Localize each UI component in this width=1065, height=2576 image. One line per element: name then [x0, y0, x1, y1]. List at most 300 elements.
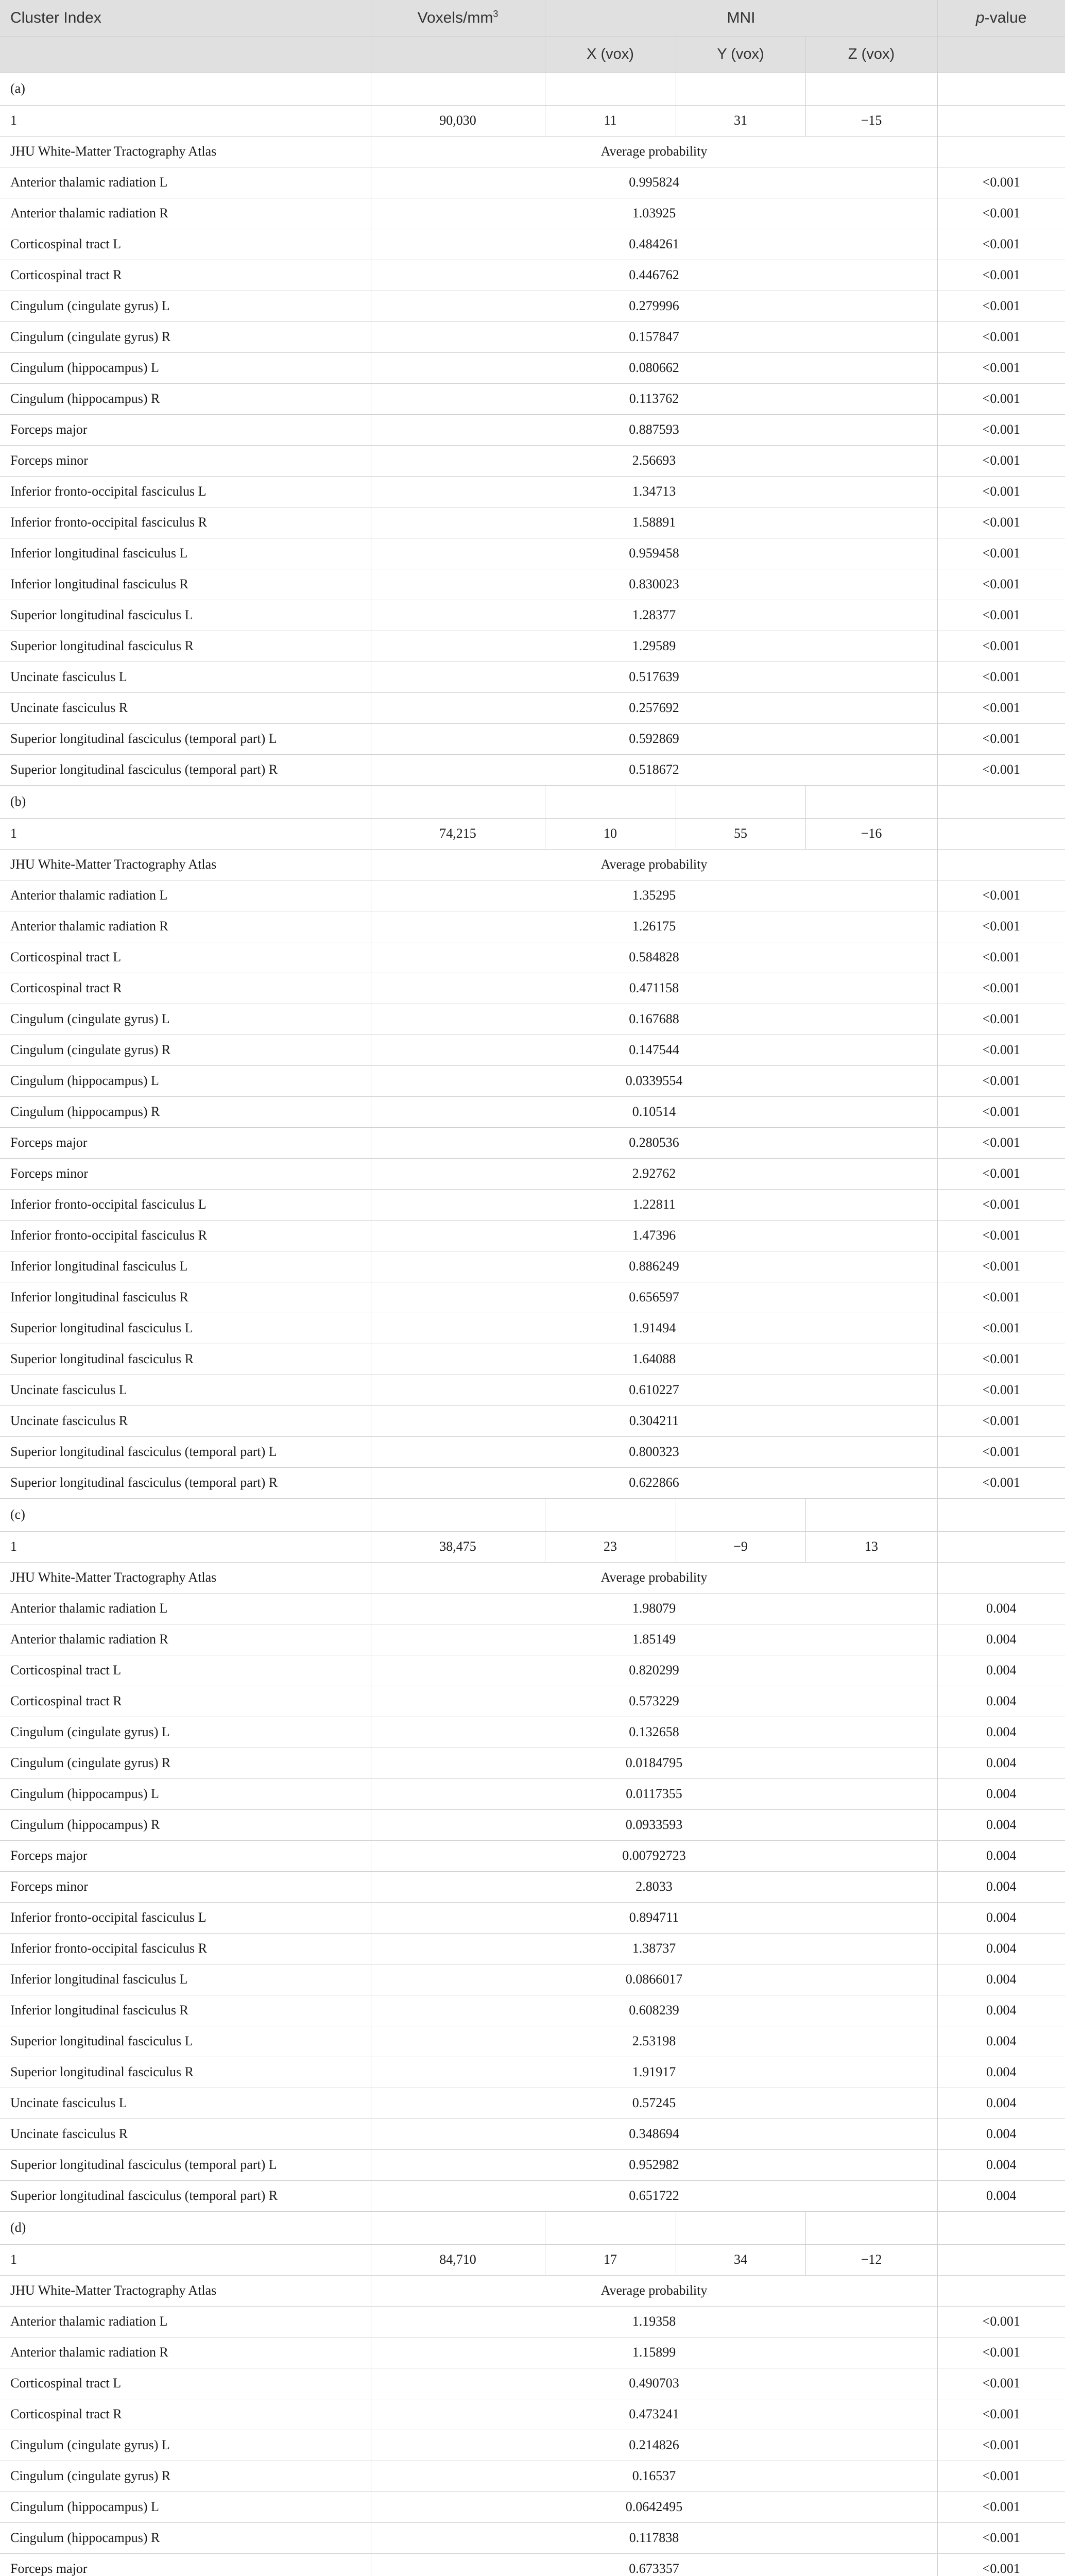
table-row [0, 1344, 1065, 1375]
table-row [0, 229, 1065, 260]
avg-probability: 1.34713 [371, 476, 937, 507]
p-value: <0.001 [937, 2492, 1065, 2522]
section-label: (b) [0, 785, 371, 818]
p-value: <0.001 [937, 1127, 1065, 1158]
p-value: <0.001 [937, 2553, 1065, 2576]
p-value: <0.001 [937, 1467, 1065, 1498]
tract-name: Superior longitudinal fasciculus (temporal part) R [0, 754, 371, 785]
tract-name: Uncinate fasciculus L [0, 1375, 371, 1405]
p-value: <0.001 [937, 291, 1065, 321]
p-value: <0.001 [937, 352, 1065, 383]
table-row [0, 569, 1065, 600]
tract-name: Cingulum (cingulate gyrus) L [0, 291, 371, 321]
tract-name: Corticospinal tract L [0, 229, 371, 260]
cluster-z: −15 [805, 105, 937, 136]
table-row [0, 1717, 1065, 1748]
p-value: <0.001 [937, 1436, 1065, 1467]
table-row [0, 631, 1065, 662]
p-value: <0.001 [937, 911, 1065, 942]
p-value: 0.004 [937, 1995, 1065, 2026]
tract-name: Uncinate fasciculus R [0, 2119, 371, 2149]
tract-name: Inferior fronto-occipital fasciculus R [0, 1220, 371, 1251]
header-p-italic: p [976, 9, 985, 26]
p-value: <0.001 [937, 2337, 1065, 2368]
p-value: <0.001 [937, 2368, 1065, 2399]
table-row [0, 662, 1065, 692]
p-value: <0.001 [937, 2399, 1065, 2430]
tract-name: Cingulum (hippocampus) L [0, 1065, 371, 1096]
avg-probability: 0.473241 [371, 2399, 937, 2430]
avg-probability: 1.47396 [371, 1220, 937, 1251]
cluster-z: 13 [805, 1531, 937, 1562]
atlas-label: JHU White-Matter Tractography Atlas [0, 1562, 371, 1593]
table-row [0, 1313, 1065, 1344]
p-value: <0.001 [937, 1065, 1065, 1096]
p-value: 0.004 [937, 2088, 1065, 2119]
avg-probability: 0.959458 [371, 538, 937, 569]
table-row [0, 2057, 1065, 2088]
table-row [0, 1405, 1065, 1436]
tract-name: Forceps minor [0, 1158, 371, 1189]
p-value: 0.004 [937, 2119, 1065, 2149]
header-voxels [371, 0, 545, 36]
avg-probability: 2.56693 [371, 445, 937, 476]
table-row [0, 260, 1065, 291]
tract-name: Anterior thalamic radiation R [0, 1624, 371, 1655]
p-value: <0.001 [937, 445, 1065, 476]
header-row [0, 0, 1065, 36]
table-row [0, 880, 1065, 911]
cluster-voxels: 84,710 [371, 2244, 545, 2275]
tract-name: Forceps major [0, 1127, 371, 1158]
p-value: <0.001 [937, 538, 1065, 569]
table-row [0, 1436, 1065, 1467]
avg-probability: 0.446762 [371, 260, 937, 291]
p-value: <0.001 [937, 229, 1065, 260]
table-row [0, 1096, 1065, 1127]
p-value: 0.004 [937, 1840, 1065, 1871]
p-value: 0.004 [937, 1593, 1065, 1624]
table-row [0, 1809, 1065, 1840]
section-label: (c) [0, 1498, 371, 1531]
tract-name: Corticospinal tract L [0, 1655, 371, 1686]
cluster-row [0, 105, 1065, 136]
cluster-z: −12 [805, 2244, 937, 2275]
avg-prob-label: Average probability [371, 849, 937, 880]
tract-name: Cingulum (cingulate gyrus) R [0, 1035, 371, 1065]
table-row [0, 1375, 1065, 1405]
table-row [0, 942, 1065, 973]
p-value: <0.001 [937, 476, 1065, 507]
cluster-y: 34 [676, 2244, 805, 2275]
header-subrow [0, 36, 1065, 72]
tract-name: Forceps minor [0, 445, 371, 476]
avg-probability: 1.58891 [371, 507, 937, 538]
p-value: 0.004 [937, 1902, 1065, 1933]
table-row [0, 973, 1065, 1004]
avg-probability: 0.57245 [371, 2088, 937, 2119]
table-row [0, 414, 1065, 445]
p-value: 0.004 [937, 2180, 1065, 2211]
tract-name: Cingulum (cingulate gyrus) R [0, 321, 371, 352]
tract-name: Superior longitudinal fasciculus (temporal part) L [0, 2149, 371, 2180]
table-row [0, 445, 1065, 476]
table-row [0, 2088, 1065, 2119]
table-row [0, 321, 1065, 352]
table-row [0, 2522, 1065, 2553]
p-value: 0.004 [937, 1655, 1065, 1686]
tract-name: Corticospinal tract R [0, 2399, 371, 2430]
tract-name: Uncinate fasciculus R [0, 1405, 371, 1436]
avg-probability: 1.03925 [371, 198, 937, 229]
header-p-value [937, 0, 1065, 36]
table-row [0, 2337, 1065, 2368]
table-row [0, 1220, 1065, 1251]
table-row [0, 1778, 1065, 1809]
tract-name: Superior longitudinal fasciculus (temporal part) L [0, 723, 371, 754]
cluster-y: 55 [676, 818, 805, 849]
atlas-row [0, 1562, 1065, 1593]
avg-probability: 1.64088 [371, 1344, 937, 1375]
table-row [0, 1624, 1065, 1655]
cluster-row [0, 1531, 1065, 1562]
avg-probability: 0.886249 [371, 1251, 937, 1282]
p-value: <0.001 [937, 2306, 1065, 2337]
atlas-label: JHU White-Matter Tractography Atlas [0, 2275, 371, 2306]
p-value: 0.004 [937, 1624, 1065, 1655]
header-blank-3 [937, 36, 1065, 72]
header-voxels-text: Voxels/mm [417, 9, 493, 27]
tract-name: Uncinate fasciculus R [0, 692, 371, 723]
table-row [0, 1686, 1065, 1717]
tract-name: Inferior longitudinal fasciculus L [0, 538, 371, 569]
tract-name: Superior longitudinal fasciculus R [0, 2057, 371, 2088]
avg-probability: 0.157847 [371, 321, 937, 352]
table-row [0, 1871, 1065, 1902]
table-row [0, 2430, 1065, 2461]
table-row [0, 1593, 1065, 1624]
avg-probability: 0.0184795 [371, 1748, 937, 1778]
avg-probability: 0.0933593 [371, 1809, 937, 1840]
avg-probability: 1.29589 [371, 631, 937, 662]
avg-probability: 1.15899 [371, 2337, 937, 2368]
tract-name: Inferior fronto-occipital fasciculus L [0, 1902, 371, 1933]
table-row [0, 2368, 1065, 2399]
avg-probability: 0.610227 [371, 1375, 937, 1405]
avg-probability: 1.91494 [371, 1313, 937, 1344]
tract-name: Inferior longitudinal fasciculus R [0, 1995, 371, 2026]
table-row [0, 167, 1065, 198]
avg-probability: 0.117838 [371, 2522, 937, 2553]
tract-name: Corticospinal tract L [0, 2368, 371, 2399]
avg-probability: 0.518672 [371, 754, 937, 785]
header-blank-2 [371, 36, 545, 72]
avg-probability: 0.257692 [371, 692, 937, 723]
p-value: 0.004 [937, 1964, 1065, 1995]
avg-prob-label: Average probability [371, 2275, 937, 2306]
cluster-x: 10 [545, 818, 676, 849]
p-value: 0.004 [937, 1717, 1065, 1748]
cluster-x: 11 [545, 105, 676, 136]
tract-name: Forceps minor [0, 1871, 371, 1902]
cluster-voxels: 90,030 [371, 105, 545, 136]
p-value: <0.001 [937, 1189, 1065, 1220]
tract-name: Cingulum (cingulate gyrus) L [0, 1004, 371, 1035]
cluster-voxels: 38,475 [371, 1531, 545, 1562]
avg-probability: 0.484261 [371, 229, 937, 260]
tract-name: Uncinate fasciculus L [0, 2088, 371, 2119]
avg-probability: 0.214826 [371, 2430, 937, 2461]
tract-name: Superior longitudinal fasciculus R [0, 1344, 371, 1375]
avg-probability: 0.952982 [371, 2149, 937, 2180]
p-value: 0.004 [937, 1778, 1065, 1809]
table-row [0, 2306, 1065, 2337]
avg-probability: 0.304211 [371, 1405, 937, 1436]
avg-probability: 0.995824 [371, 167, 937, 198]
avg-probability: 1.91917 [371, 2057, 937, 2088]
avg-probability: 0.10514 [371, 1096, 937, 1127]
cluster-x: 17 [545, 2244, 676, 2275]
avg-probability: 1.26175 [371, 911, 937, 942]
table-row [0, 383, 1065, 414]
p-value: 0.004 [937, 2026, 1065, 2057]
header-p-rest: -value [984, 9, 1027, 26]
tract-name: Corticospinal tract R [0, 973, 371, 1004]
cluster-index: 1 [0, 1531, 371, 1562]
tract-name: Inferior fronto-occipital fasciculus R [0, 1933, 371, 1964]
tract-name: Inferior fronto-occipital fasciculus L [0, 476, 371, 507]
avg-probability: 1.22811 [371, 1189, 937, 1220]
table-row [0, 2492, 1065, 2522]
tract-name: Inferior longitudinal fasciculus L [0, 1251, 371, 1282]
tract-name: Anterior thalamic radiation L [0, 2306, 371, 2337]
avg-probability: 2.8033 [371, 1871, 937, 1902]
section-label: (a) [0, 72, 371, 105]
avg-probability: 0.800323 [371, 1436, 937, 1467]
p-value: <0.001 [937, 692, 1065, 723]
p-value: <0.001 [937, 2461, 1065, 2492]
avg-probability: 0.279996 [371, 291, 937, 321]
table-row [0, 754, 1065, 785]
p-value: <0.001 [937, 414, 1065, 445]
cluster-x: 23 [545, 1531, 676, 1562]
tract-name: Cingulum (hippocampus) L [0, 1778, 371, 1809]
table-row [0, 1933, 1065, 1964]
p-value: <0.001 [937, 569, 1065, 600]
tract-name: Cingulum (cingulate gyrus) L [0, 1717, 371, 1748]
table-row [0, 1748, 1065, 1778]
tract-name: Inferior longitudinal fasciculus R [0, 569, 371, 600]
avg-probability: 0.348694 [371, 2119, 937, 2149]
avg-probability: 0.080662 [371, 352, 937, 383]
avg-probability: 0.00792723 [371, 1840, 937, 1871]
header-z: Z (vox) [805, 36, 937, 72]
cluster-row [0, 2244, 1065, 2275]
cluster-y: 31 [676, 105, 805, 136]
p-value: <0.001 [937, 754, 1065, 785]
avg-probability: 0.673357 [371, 2553, 937, 2576]
cluster-index: 1 [0, 818, 371, 849]
tract-name: Cingulum (cingulate gyrus) R [0, 1748, 371, 1778]
avg-probability: 0.517639 [371, 662, 937, 692]
header-cluster-index: Cluster Index [0, 0, 371, 36]
avg-probability: 0.622866 [371, 1467, 937, 1498]
avg-probability: 0.113762 [371, 383, 937, 414]
p-value: <0.001 [937, 631, 1065, 662]
p-value: <0.001 [937, 1313, 1065, 1344]
avg-probability: 0.132658 [371, 1717, 937, 1748]
tract-name: Inferior longitudinal fasciculus L [0, 1964, 371, 1995]
p-value: <0.001 [937, 942, 1065, 973]
p-value: 0.004 [937, 1871, 1065, 1902]
atlas-label: JHU White-Matter Tractography Atlas [0, 136, 371, 167]
p-value: <0.001 [937, 507, 1065, 538]
p-value: <0.001 [937, 1405, 1065, 1436]
avg-probability: 1.28377 [371, 600, 937, 631]
tract-name: Inferior fronto-occipital fasciculus R [0, 507, 371, 538]
p-value: <0.001 [937, 167, 1065, 198]
table-row [0, 2180, 1065, 2211]
avg-probability: 0.0117355 [371, 1778, 937, 1809]
table-row [0, 476, 1065, 507]
tract-name: Superior longitudinal fasciculus L [0, 1313, 371, 1344]
header-y: Y (vox) [676, 36, 805, 72]
table-row [0, 1035, 1065, 1065]
table-row [0, 692, 1065, 723]
cluster-row [0, 818, 1065, 849]
section-label-row [0, 72, 1065, 105]
p-value: <0.001 [937, 1158, 1065, 1189]
tract-name: Cingulum (hippocampus) R [0, 1809, 371, 1840]
avg-probability: 1.35295 [371, 880, 937, 911]
p-value: 0.004 [937, 2057, 1065, 2088]
avg-probability: 0.16537 [371, 2461, 937, 2492]
tract-name: Corticospinal tract R [0, 1686, 371, 1717]
p-value: <0.001 [937, 1282, 1065, 1313]
table-row [0, 2461, 1065, 2492]
tract-name: Superior longitudinal fasciculus L [0, 600, 371, 631]
avg-probability: 0.894711 [371, 1902, 937, 1933]
avg-probability: 1.19358 [371, 2306, 937, 2337]
table-row [0, 2119, 1065, 2149]
p-value: 0.004 [937, 1809, 1065, 1840]
avg-probability: 0.584828 [371, 942, 937, 973]
table-row [0, 2149, 1065, 2180]
atlas-row [0, 136, 1065, 167]
table-row [0, 538, 1065, 569]
table-row [0, 198, 1065, 229]
section-label: (d) [0, 2211, 371, 2244]
table-row [0, 507, 1065, 538]
p-value: <0.001 [937, 321, 1065, 352]
table-row [0, 911, 1065, 942]
tract-name: Superior longitudinal fasciculus R [0, 631, 371, 662]
tract-name: Superior longitudinal fasciculus (temporal part) L [0, 1436, 371, 1467]
avg-probability: 0.147544 [371, 1035, 937, 1065]
cluster-y: −9 [676, 1531, 805, 1562]
avg-probability: 1.98079 [371, 1593, 937, 1624]
avg-probability: 0.608239 [371, 1995, 937, 2026]
tract-name: Forceps major [0, 1840, 371, 1871]
tract-name: Forceps major [0, 2553, 371, 2576]
avg-probability: 0.490703 [371, 2368, 937, 2399]
table-row [0, 1902, 1065, 1933]
table-row [0, 1840, 1065, 1871]
avg-probability: 2.53198 [371, 2026, 937, 2057]
atlas-row [0, 2275, 1065, 2306]
p-value: <0.001 [937, 723, 1065, 754]
table-row [0, 723, 1065, 754]
p-value: <0.001 [937, 1220, 1065, 1251]
tract-name: Anterior thalamic radiation R [0, 198, 371, 229]
tract-name: Anterior thalamic radiation L [0, 1593, 371, 1624]
avg-probability: 1.38737 [371, 1933, 937, 1964]
p-value: <0.001 [937, 2430, 1065, 2461]
p-value: <0.001 [937, 662, 1065, 692]
p-value: 0.004 [937, 1933, 1065, 1964]
p-value: <0.001 [937, 973, 1065, 1004]
tract-name: Forceps major [0, 414, 371, 445]
table-row [0, 1127, 1065, 1158]
p-value: <0.001 [937, 600, 1065, 631]
cluster-index: 1 [0, 105, 371, 136]
atlas-label: JHU White-Matter Tractography Atlas [0, 849, 371, 880]
tract-name: Cingulum (hippocampus) L [0, 352, 371, 383]
table-row [0, 291, 1065, 321]
avg-prob-label: Average probability [371, 136, 937, 167]
section-label-row [0, 2211, 1065, 2244]
avg-probability: 0.887593 [371, 414, 937, 445]
table-row [0, 1189, 1065, 1220]
tract-name: Superior longitudinal fasciculus L [0, 2026, 371, 2057]
avg-probability: 2.92762 [371, 1158, 937, 1189]
tract-name: Cingulum (cingulate gyrus) R [0, 2461, 371, 2492]
tract-name: Anterior thalamic radiation L [0, 167, 371, 198]
table-row [0, 2399, 1065, 2430]
avg-probability: 0.820299 [371, 1655, 937, 1686]
tract-name: Cingulum (hippocampus) R [0, 1096, 371, 1127]
tract-name: Superior longitudinal fasciculus (temporal part) R [0, 1467, 371, 1498]
tract-name: Superior longitudinal fasciculus (temporal part) R [0, 2180, 371, 2211]
p-value: <0.001 [937, 1096, 1065, 1127]
tract-name: Corticospinal tract R [0, 260, 371, 291]
avg-probability: 0.167688 [371, 1004, 937, 1035]
avg-probability: 0.0866017 [371, 1964, 937, 1995]
avg-probability: 0.656597 [371, 1282, 937, 1313]
table-row [0, 2553, 1065, 2576]
p-value: 0.004 [937, 2149, 1065, 2180]
tract-name: Cingulum (hippocampus) L [0, 2492, 371, 2522]
tract-name: Inferior longitudinal fasciculus R [0, 1282, 371, 1313]
table-row [0, 1995, 1065, 2026]
tract-name: Inferior fronto-occipital fasciculus L [0, 1189, 371, 1220]
table-row [0, 1251, 1065, 1282]
p-value: <0.001 [937, 1035, 1065, 1065]
table-row [0, 2026, 1065, 2057]
avg-prob-label: Average probability [371, 1562, 937, 1593]
atlas-row [0, 849, 1065, 880]
avg-probability: 0.651722 [371, 2180, 937, 2211]
p-value: 0.004 [937, 1686, 1065, 1717]
header-mni: MNI [545, 0, 937, 36]
tract-name: Cingulum (cingulate gyrus) L [0, 2430, 371, 2461]
table-row [0, 1004, 1065, 1035]
tract-name: Cingulum (hippocampus) R [0, 383, 371, 414]
tract-name: Cingulum (hippocampus) R [0, 2522, 371, 2553]
header-blank-1 [0, 36, 371, 72]
table-row [0, 600, 1065, 631]
avg-probability: 0.573229 [371, 1686, 937, 1717]
